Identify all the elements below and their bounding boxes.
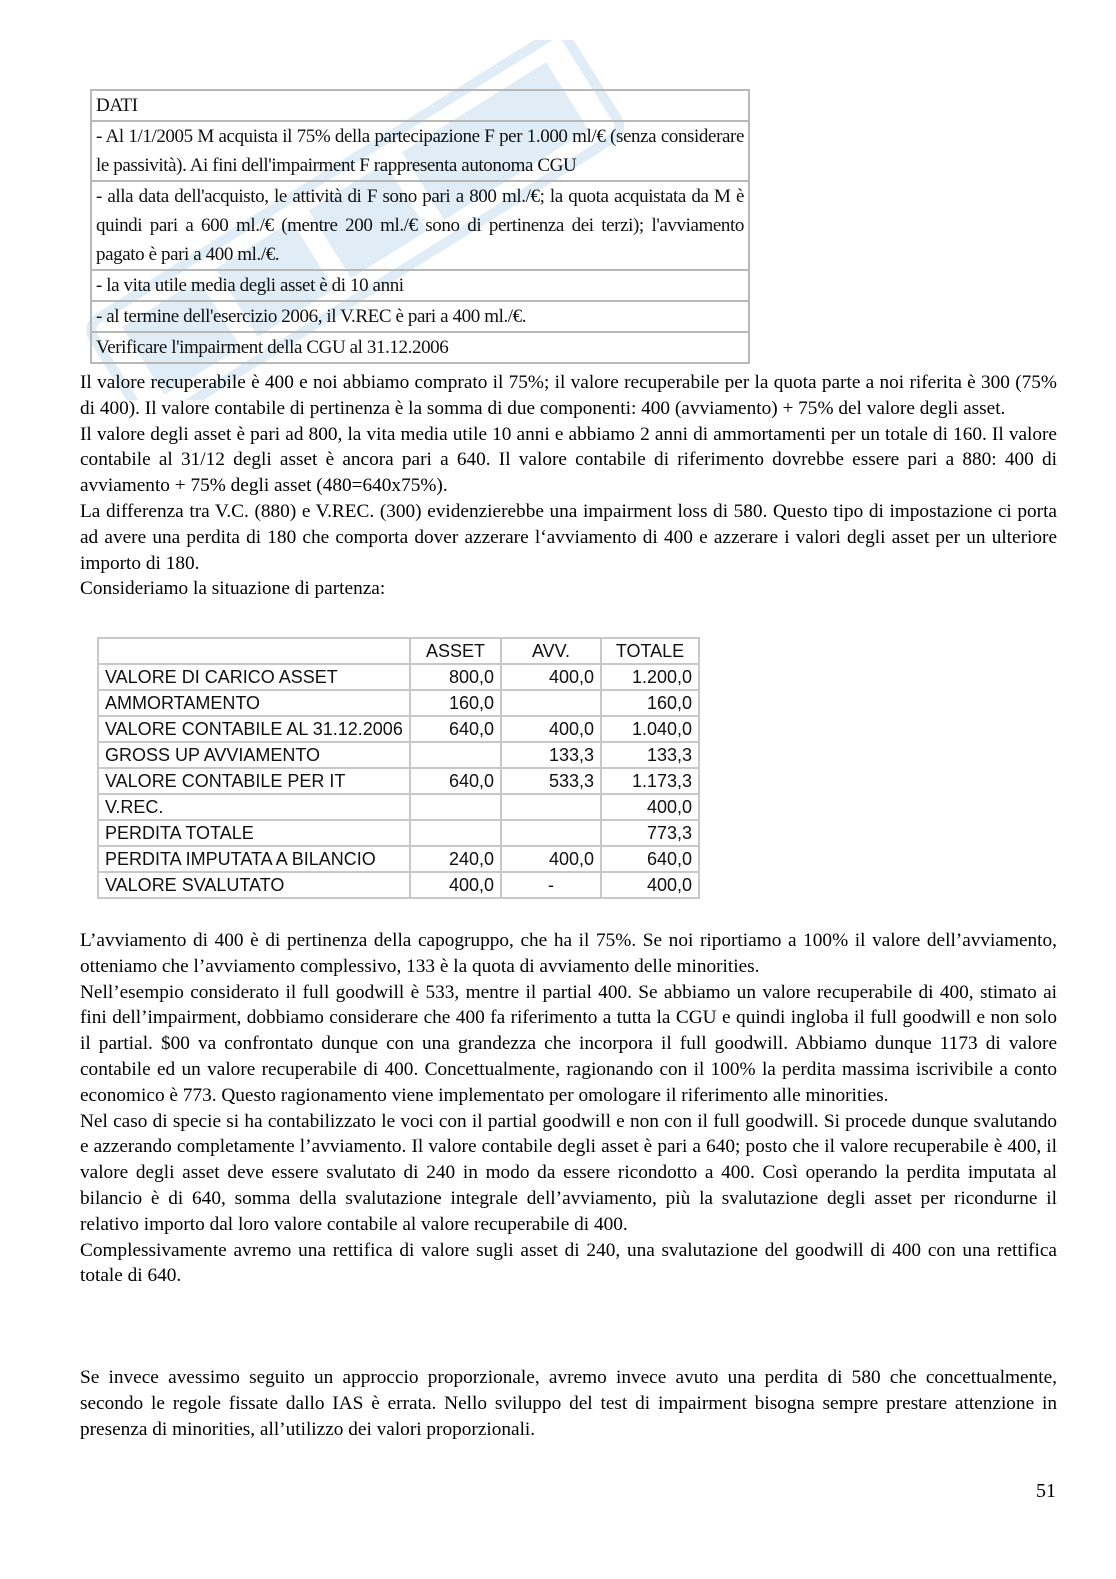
row-label: VALORE CONTABILE PER IT bbox=[98, 768, 410, 794]
asset-cell bbox=[410, 820, 501, 846]
avv-cell: 133,3 bbox=[501, 742, 601, 768]
paragraph: Nel caso di specie si ha contabilizzato le voci con il partial goodwill e non con il full goodwill. Si procede dunque svalutando e azzerando completamente l’avviamento. Il valore contabile degli asset è pari a 640; posto che il valore recuperabile è 400, il valore degli asset deve essere svalutato di 240 in modo da essere ricondotto a 400. Così operando la perdita imputata al bilancio è di 640, somma della svalutazione integrale dell’avviamento, più la svalutazione degli asset per ricondurne il relativo importo dal loro valore contabile al valore recuperabile di 400. bbox=[80, 1110, 1057, 1235]
asset-cell: 400,0 bbox=[410, 872, 501, 898]
avv-cell: 400,0 bbox=[501, 846, 601, 872]
table-row bbox=[98, 794, 699, 820]
impairment-table bbox=[97, 637, 700, 899]
dati-box bbox=[90, 89, 750, 364]
dati-title: DATI bbox=[96, 95, 138, 116]
asset-cell bbox=[410, 742, 501, 768]
avv-cell: 400,0 bbox=[501, 716, 601, 742]
paragraph: La differenza tra V.C. (880) e V.REC. (300) evidenzierebbe una impairment loss di 580. Questo tipo di impostazione ci porta ad avere una perdita di 180 che comporta dover azzerare l‘avviamento di 400 e azzerare i valori degli asset per un ulteriore importo di 180. bbox=[80, 500, 1057, 574]
table-header-cell: AVV. bbox=[501, 638, 601, 664]
paragraph: Nell’esempio considerato il full goodwill è 533, mentre il partial 400. Se abbiamo un valore recuperabile di 400, stimato ai fini dell’impairment, dobbiamo considerare che 400 fa riferimento a tutta la CGU e quindi ingloba il full goodwill e non solo il partial. $00 va confrontato dunque con una grandezza che incorpora il full goodwill. Abbiamo dunque 1173 di valore contabile ed un valore recuperabile di 400. Concettualmente, ragionando con il 100% la perdita massima iscrivibile a conto economico è 773. Questo ragionamento viene implementato per omologare il riferimento alle minorities. bbox=[80, 981, 1057, 1106]
totale-cell: 160,0 bbox=[601, 690, 699, 716]
table-row bbox=[98, 768, 699, 794]
row-label: AMMORTAMENTO bbox=[98, 690, 410, 716]
avv-cell bbox=[501, 690, 601, 716]
text-block-bottom bbox=[80, 928, 1057, 1289]
paragraph: L’avviamento di 400 è di pertinenza della capogruppo, che ha il 75%. Se noi riportiamo a 100% il valore dell’avviamento, otteniamo che l’avviamento complessivo, 133 è la quota di avviamento delle minorities. bbox=[80, 930, 1057, 977]
row-label: PERDITA IMPUTATA A BILANCIO bbox=[98, 846, 410, 872]
row-label: PERDITA TOTALE bbox=[98, 820, 410, 846]
asset-cell: 800,0 bbox=[410, 664, 501, 690]
dati-row-2: - alla data dell'acquisto, le attività di F sono pari a 800 ml./€; la quota acquistata da M è quindi pari a 600 ml./€ (mentre 200 ml./€ sono di pertinenza dei terzi); l'avviamento pagato è pari a 400 ml./€. bbox=[92, 180, 748, 269]
page-number: 51 bbox=[1036, 1480, 1056, 1502]
dati-row-1: - Al 1/1/2005 M acquista il 75% della partecipazione F per 1.000 ml/€ (senza considerare le passività). Ai fini dell'impairment F rappresenta autonoma CGU bbox=[92, 120, 748, 180]
totale-cell: 400,0 bbox=[601, 794, 699, 820]
asset-cell: 640,0 bbox=[410, 716, 501, 742]
table-row bbox=[98, 742, 699, 768]
paragraph: Se invece avessimo seguito un approccio proporzionale, avremo invece avuto una perdita di 580 che concettualmente, secondo le regole fissate dallo IAS è errata. Nello sviluppo del test di impairment bisogna sempre prestare attenzione in presenza di minorities, all’utilizzo dei valori proporzionali. bbox=[80, 1367, 1057, 1440]
table-header-row bbox=[98, 638, 699, 664]
text-block-top bbox=[80, 370, 1057, 602]
dati-row-5: Verificare l'impairment della CGU al 31.12.2006 bbox=[92, 331, 748, 362]
paragraph: Il valore degli asset è pari ad 800, la vita media utile 10 anni e abbiamo 2 anni di ammortamenti per un totale di 160. Il valore contabile al 31/12 degli asset è ancora pari a 640. Il valore contabile di riferimento dovrebbe essere pari a 880: 400 di avviamento + 75% degli asset (480=640x75%). bbox=[80, 423, 1057, 497]
totale-cell: 1.040,0 bbox=[601, 716, 699, 742]
asset-cell: 640,0 bbox=[410, 768, 501, 794]
table-row bbox=[98, 690, 699, 716]
row-label: VALORE SVALUTATO bbox=[98, 872, 410, 898]
totale-cell: 1.173,3 bbox=[601, 768, 699, 794]
asset-cell: 240,0 bbox=[410, 846, 501, 872]
totale-cell: 400,0 bbox=[601, 872, 699, 898]
paragraph: Il valore recuperabile è 400 e noi abbiamo comprato il 75%; il valore recuperabile per la quota parte a noi riferita è 300 (75% di 400). Il valore contabile di pertinenza è la somma di due componenti: 400 (avviamento) + 75% del valore degli asset. bbox=[80, 372, 1057, 419]
paragraph: Consideriamo la situazione di partenza: bbox=[80, 578, 386, 600]
avv-cell: 400,0 bbox=[501, 664, 601, 690]
table-row bbox=[98, 820, 699, 846]
asset-cell: 160,0 bbox=[410, 690, 501, 716]
row-label: VALORE DI CARICO ASSET bbox=[98, 664, 410, 690]
avv-cell: 533,3 bbox=[501, 768, 601, 794]
table-header-cell: TOTALE bbox=[601, 638, 699, 664]
avv-cell: - bbox=[501, 872, 601, 898]
table-row bbox=[98, 846, 699, 872]
table-row bbox=[98, 872, 699, 898]
totale-cell: 133,3 bbox=[601, 742, 699, 768]
avv-cell bbox=[501, 820, 601, 846]
table-row bbox=[98, 664, 699, 690]
table-header-cell bbox=[98, 638, 410, 664]
paragraph: Complessivamente avremo una rettifica di valore sugli asset di 240, una svalutazione del goodwill di 400 con una rettifica totale di 640. bbox=[80, 1239, 1057, 1287]
text-block-final bbox=[80, 1365, 1057, 1442]
totale-cell: 640,0 bbox=[601, 846, 699, 872]
table-header-cell: ASSET bbox=[410, 638, 501, 664]
row-label: V.REC. bbox=[98, 794, 410, 820]
dati-row-3: - la vita utile media degli asset è di 10 anni bbox=[92, 269, 748, 300]
totale-cell: 1.200,0 bbox=[601, 664, 699, 690]
totale-cell: 773,3 bbox=[601, 820, 699, 846]
avv-cell bbox=[501, 794, 601, 820]
row-label: GROSS UP AVVIAMENTO bbox=[98, 742, 410, 768]
dati-row-4: - al termine dell'esercizio 2006, il V.REC è pari a 400 ml./€. bbox=[92, 300, 748, 331]
row-label: VALORE CONTABILE AL 31.12.2006 bbox=[98, 716, 410, 742]
asset-cell bbox=[410, 794, 501, 820]
table-row bbox=[98, 716, 699, 742]
